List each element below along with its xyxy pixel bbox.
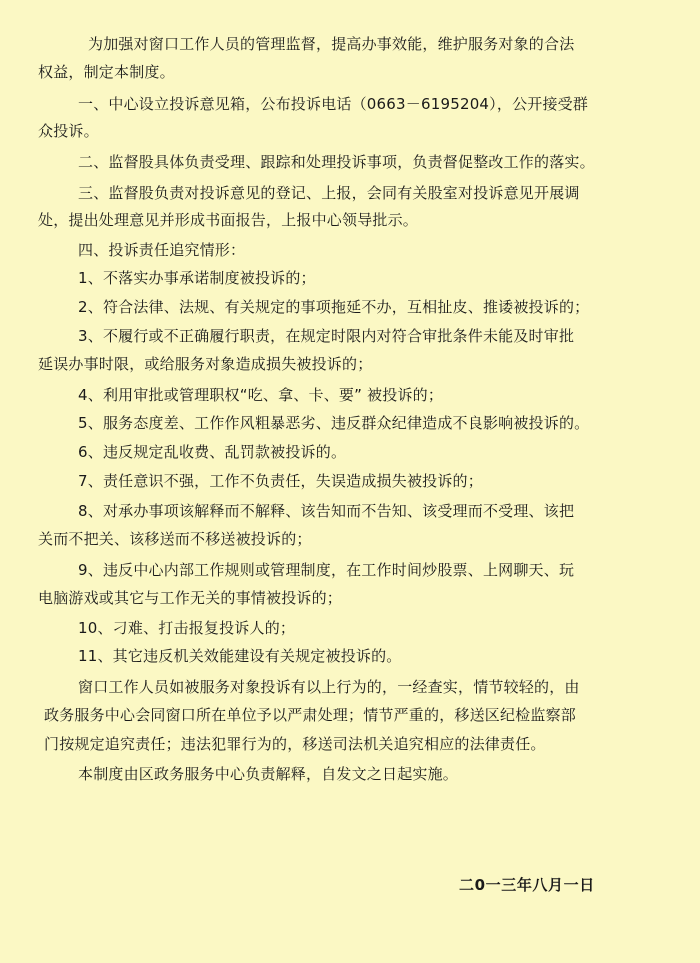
paragraph-line: 二、监督股具体负责受理、跟踪和处理投诉事项，负责督促整改工作的落实。	[78, 153, 595, 171]
list-item: 电脑游戏或其它与工作无关的事情被投诉的；	[38, 589, 343, 607]
list-item: 2、符合法律、法规、有关规定的事项拖延不办，互相扯皮、推诿被投诉的；	[78, 298, 590, 316]
list-item: 10、刁难、打击报复投诉人的；	[78, 619, 296, 637]
document-date: 二0一三年八月一日	[459, 876, 595, 894]
paragraph-line: 四、投诉责任追究情形：	[78, 241, 246, 259]
list-item: 1、不落实办事承诺制度被投诉的；	[78, 269, 316, 287]
list-item: 4、利用审批或管理职权“吃、拿、卡、要” 被投诉的；	[78, 386, 444, 404]
paragraph-line: 一、中心设立投诉意见箱，公布投诉电话（0663－6195204），公开接受群	[78, 95, 589, 113]
paragraph-line: 为加强对窗口工作人员的管理监督，提高办事效能，维护服务对象的合法	[88, 35, 575, 53]
list-item: 9、违反中心内部工作规则或管理制度，在工作时间炒股票、上网聊天、玩	[78, 561, 575, 579]
list-item: 3、不履行或不正确履行职责，在规定时限内对符合审批条件未能及时审批	[78, 327, 575, 345]
list-item: 8、对承办事项该解释而不解释、该告知而不告知、该受理而不受理、该把	[78, 502, 575, 520]
list-item: 5、服务态度差、工作作风粗暴恶劣、违反群众纪律造成不良影响被投诉的。	[78, 414, 590, 432]
paragraph-line: 处，提出处理意见并形成书面报告，上报中心领导批示。	[38, 211, 419, 229]
list-item: 6、违反规定乱收费、乱罚款被投诉的。	[78, 443, 347, 461]
list-item: 11、其它违反机关效能建设有关规定被投诉的。	[78, 647, 402, 665]
list-item: 关而不把关、该移送而不移送被投诉的；	[38, 530, 312, 548]
paragraph-line: 三、监督股负责对投诉意见的登记、上报，会同有关股室对投诉意见开展调	[78, 184, 580, 202]
list-item: 延误办事时限，或给服务对象造成损失被投诉的；	[38, 355, 373, 373]
paragraph-line: 本制度由区政务服务中心负责解释，自发文之日起实施。	[78, 765, 459, 783]
paragraph-line: 众投诉。	[38, 122, 99, 140]
paragraph-line: 政务服务中心会同窗口所在单位予以严肃处理；情节严重的，移送区纪检监察部	[44, 706, 577, 724]
paragraph-line: 窗口工作人员如被服务对象投诉有以上行为的，一经查实，情节较轻的，由	[78, 678, 580, 696]
paragraph-line: 权益，制定本制度。	[38, 63, 175, 81]
list-item: 7、责任意识不强，工作不负责任，失误造成损失被投诉的；	[78, 472, 483, 490]
paragraph-line: 门按规定追究责任；违法犯罪行为的，移送司法机关追究相应的法律责任。	[44, 735, 546, 753]
